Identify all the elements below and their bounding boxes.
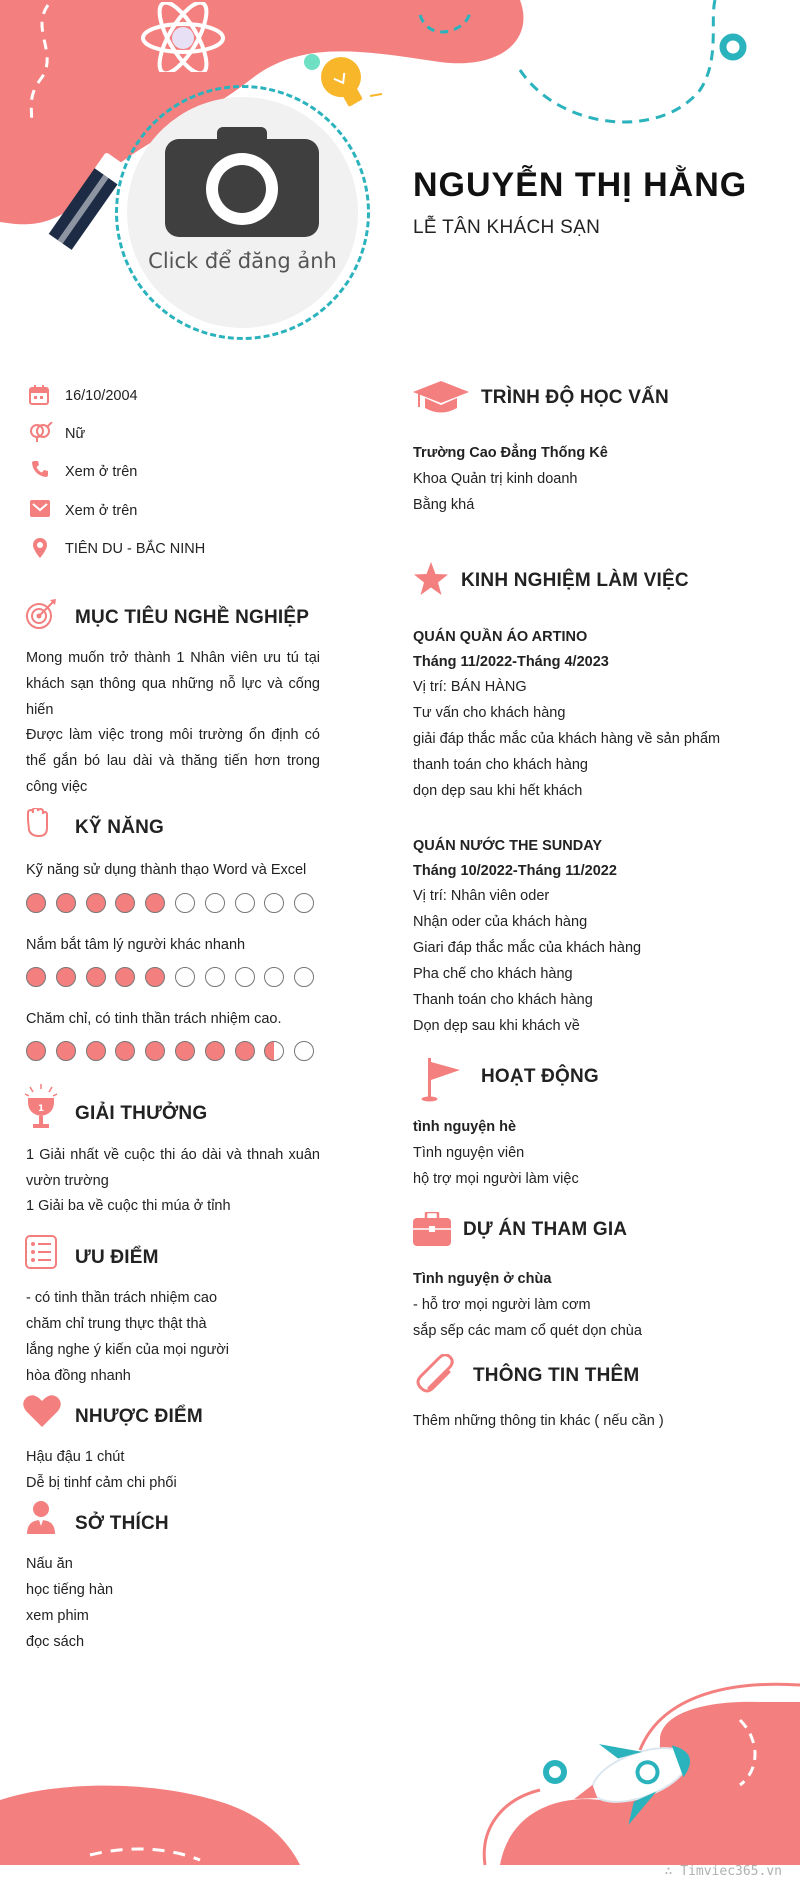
- education-faculty: Khoa Quản trị kinh doanh: [413, 471, 578, 487]
- flag-icon: [420, 1056, 464, 1102]
- skill-name-3: Chăm chỉ, có tinh thần trách nhiệm cao.: [26, 1011, 282, 1027]
- skill-rating-2: [26, 967, 324, 989]
- phone-icon: [31, 460, 49, 478]
- rating-dot: [86, 967, 106, 987]
- skill-name-2: Nắm bắt tâm lý người khác nhanh: [26, 937, 246, 953]
- project-head: Tình nguyện ở chùa: [413, 1271, 552, 1287]
- target-icon: [25, 598, 57, 630]
- rating-dot: [115, 967, 135, 987]
- education-title: TRÌNH ĐỘ HỌC VẤN: [481, 387, 669, 408]
- rating-dot: [86, 893, 106, 913]
- hobbies-title: SỞ THÍCH: [75, 1513, 169, 1534]
- project-line-2: sắp sếp các mam cổ quét dọn chùa: [413, 1323, 642, 1339]
- candidate-name: NGUYỄN THỊ HẰNG: [413, 166, 748, 204]
- objective-title: MỤC TIÊU NGHỀ NGHIỆP: [75, 607, 310, 628]
- weakness-line-1: Hậu đậu 1 chút: [26, 1449, 125, 1465]
- rating-dot: [26, 1041, 46, 1061]
- projects-title: DỰ ÁN THAM GIA: [463, 1219, 628, 1240]
- job-2-company: QUÁN NƯỚC THE SUNDAY: [413, 838, 603, 854]
- job-1-period: Tháng 11/2022-Tháng 4/2023: [413, 654, 609, 670]
- phone-text: Xem ở trên: [65, 464, 138, 480]
- rating-dot: [26, 893, 46, 913]
- graduation-cap-icon: [413, 381, 469, 415]
- rating-dot: [235, 893, 255, 913]
- rating-dot: [175, 1041, 195, 1061]
- rating-dot: [115, 893, 135, 913]
- job-1-line-2: Tư vấn cho khách hàng: [413, 705, 566, 721]
- job-2-line-3: Giari đáp thắc mắc của khách hàng: [413, 940, 642, 956]
- activity-head: tình nguyện hè: [413, 1119, 517, 1135]
- rating-dot: [264, 1041, 284, 1061]
- rating-dot: [145, 1041, 165, 1061]
- checklist-icon: [25, 1235, 57, 1269]
- job-1-line-4: thanh toán cho khách hàng: [413, 757, 588, 773]
- rating-dot: [86, 1041, 106, 1061]
- skills-title: KỸ NĂNG: [75, 817, 165, 838]
- rating-dot: [145, 893, 165, 913]
- gender-icon: [28, 422, 54, 442]
- rating-dot: [26, 967, 46, 987]
- photo-label: Click để đăng ảnh: [148, 249, 337, 273]
- hobby-line-3: xem phim: [26, 1608, 89, 1624]
- heart-icon: [23, 1395, 61, 1427]
- skill-name-1: Kỹ năng sử dụng thành thạo Word và Excel: [26, 862, 307, 878]
- rating-dot: [205, 967, 225, 987]
- hand-icon: [25, 808, 49, 838]
- rating-dot: [235, 1041, 255, 1061]
- rating-dot: [56, 893, 76, 913]
- rating-dot: [264, 893, 284, 913]
- strength-line-4: hòa đồng nhanh: [26, 1368, 131, 1384]
- gender-text: Nữ: [65, 426, 86, 442]
- job-1-line-1: Vị trí: BÁN HÀNG: [413, 679, 527, 695]
- atom-icon: [140, 2, 226, 72]
- weakness-line-2: Dễ bị tinhf cảm chi phối: [26, 1475, 177, 1491]
- awards-title: GIẢI THƯỞNG: [75, 1103, 208, 1124]
- briefcase-icon: [413, 1212, 451, 1246]
- hobby-line-4: đọc sách: [26, 1634, 85, 1650]
- rating-dot: [294, 893, 314, 913]
- rating-dot: [115, 1041, 135, 1061]
- skill-rating-1: [26, 893, 324, 915]
- job-2-line-2: Nhận oder của khách hàng: [413, 914, 588, 930]
- education-grade: Bằng khá: [413, 497, 475, 513]
- rating-dot: [235, 967, 255, 987]
- objective-text-1: Mong muốn trở thành 1 Nhân viên ưu tú tại khách sạn thông qua những nỗ lực và cống hiến: [26, 650, 320, 718]
- skill-rating-3: [26, 1041, 324, 1063]
- project-line-1: - hỗ trơ mọi người làm cơm: [413, 1297, 591, 1313]
- job-2-line-5: Thanh toán cho khách hàng: [413, 992, 593, 1008]
- candidate-role: LỄ TÂN KHÁCH SẠN: [413, 217, 601, 238]
- activities-title: HOẠT ĐỘNG: [481, 1066, 599, 1087]
- birthday-text: 16/10/2004: [65, 388, 138, 404]
- activity-line-1: Tình nguyện viên: [413, 1145, 525, 1161]
- extra-title: THÔNG TIN THÊM: [473, 1365, 640, 1386]
- email-text: Xem ở trên: [65, 503, 138, 519]
- location-icon: [33, 538, 47, 558]
- rating-dot: [294, 967, 314, 987]
- strength-line-2: chăm chỉ trung thực thật thà: [26, 1316, 207, 1332]
- hobby-line-2: học tiếng hàn: [26, 1582, 114, 1598]
- trophy-icon: [24, 1084, 58, 1132]
- address-text: TIÊN DU - BẮC NINH: [65, 541, 206, 557]
- rating-dot: [264, 967, 284, 987]
- award-line-2: 1 Giải ba về cuộc thi múa ở tỉnh: [26, 1198, 231, 1214]
- rating-dot: [56, 1041, 76, 1061]
- job-1-company: QUÁN QUẦN ÁO ARTINO: [413, 629, 588, 645]
- education-school: Trường Cao Đẳng Thống Kê: [413, 445, 608, 461]
- rating-dot: [56, 967, 76, 987]
- extra-text: Thêm những thông tin khác ( nếu cần ): [413, 1413, 664, 1429]
- rating-dot: [145, 967, 165, 987]
- footer-decoration: [0, 1680, 800, 1886]
- rating-dot: [175, 893, 195, 913]
- job-2-line-6: Dọn dẹp sau khi khách về: [413, 1018, 580, 1034]
- strength-line-3: lắng nghe ý kiến của mọi người: [26, 1342, 229, 1358]
- svg-text:1: 1: [37, 1104, 45, 1114]
- watermark-text: ∴ Timviec365.vn: [664, 1864, 782, 1879]
- camera-icon: [165, 127, 319, 237]
- rating-dot: [175, 967, 195, 987]
- job-2-line-4: Pha chế cho khách hàng: [413, 966, 573, 982]
- star-icon: [413, 562, 449, 596]
- calendar-icon: [29, 385, 49, 405]
- email-icon: [30, 500, 50, 517]
- photo-upload[interactable]: [127, 97, 358, 328]
- paperclip-icon: [415, 1354, 457, 1396]
- job-2-period: Tháng 10/2022-Tháng 11/2022: [413, 863, 617, 879]
- rating-dot: [205, 893, 225, 913]
- hobby-line-1: Nấu ăn: [26, 1556, 73, 1572]
- experience-title: KINH NGHIỆM LÀM VIỆC: [461, 570, 689, 591]
- weaknesses-title: NHƯỢC ĐIỂM: [75, 1406, 203, 1427]
- strengths-title: ƯU ĐIỂM: [75, 1247, 159, 1268]
- job-1-line-5: dọn dẹp sau khi hết khách: [413, 783, 583, 799]
- rating-dot: [205, 1041, 225, 1061]
- award-line-1: 1 Giải nhất về cuộc thi áo dài và thnah xuân vườn trường: [26, 1147, 320, 1189]
- activity-line-2: hộ trợ mọi người làm việc: [413, 1171, 579, 1187]
- job-2-line-1: Vị trí: Nhân viên oder: [413, 888, 550, 904]
- person-icon: [25, 1500, 57, 1534]
- strength-line-1: - có tinh thần trách nhiệm cao: [26, 1290, 218, 1306]
- job-1-line-3: giải đáp thắc mắc của khách hàng về sản phẩm: [413, 731, 721, 747]
- rating-dot: [294, 1041, 314, 1061]
- objective-text-2: Được làm việc trong môi trường ổn định có thể gắn bó lau dài và thăng tiến hơn trong công việc: [26, 727, 320, 795]
